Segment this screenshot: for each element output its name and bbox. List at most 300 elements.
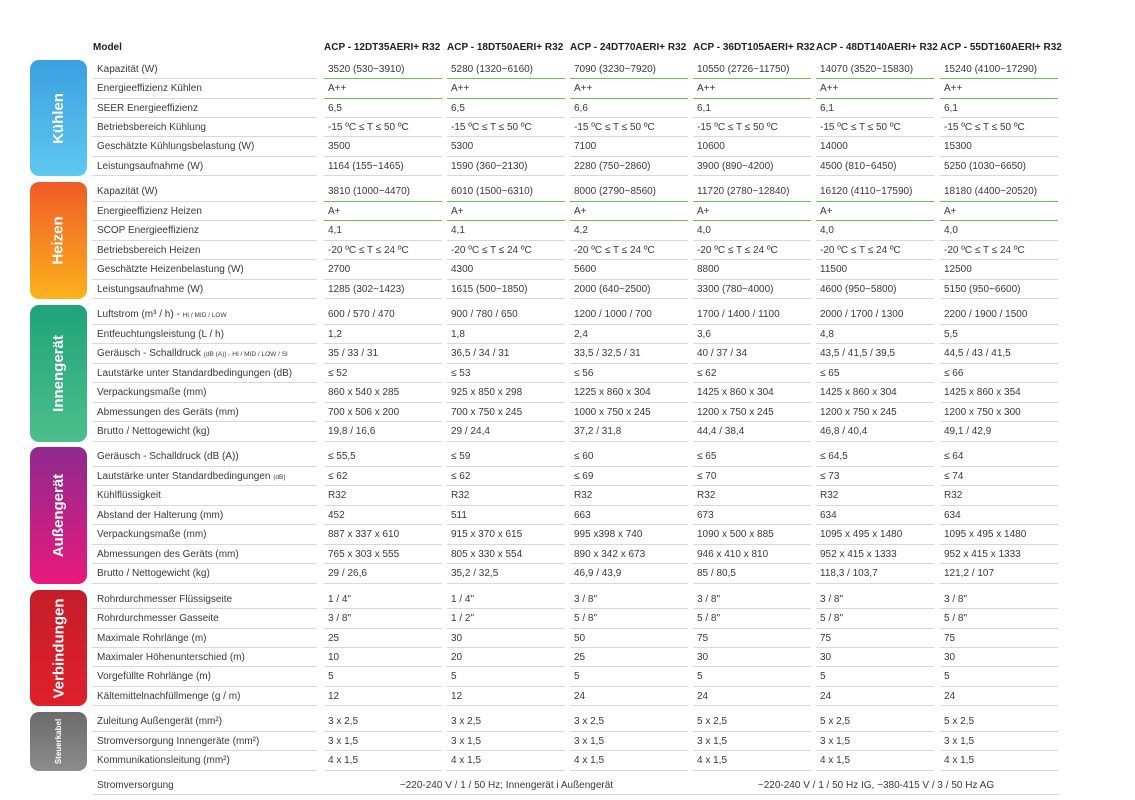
value-cell: 1090 x 500 x 885 <box>697 529 774 541</box>
value-cell: 5 / 8" <box>944 613 968 625</box>
row-label <box>97 486 161 506</box>
value-cell: A+ <box>944 205 957 217</box>
category-badge <box>30 182 87 299</box>
value-cell: ≤ 64,5 <box>820 451 848 462</box>
row-label <box>97 280 203 300</box>
cell-divider <box>570 647 688 648</box>
value-cell: 2000 / 1700 / 1300 <box>820 309 904 320</box>
value-cell: 75 <box>820 632 832 644</box>
row-divider <box>92 794 1059 795</box>
value-cell: 14070 (3520~15830) <box>820 64 914 75</box>
value-cell: R32 <box>820 490 839 502</box>
cell-divider <box>816 647 934 648</box>
row-label-text: Leistungsaufnahme (W) <box>97 283 204 295</box>
value-cell: 4,0 <box>944 225 958 236</box>
value-cell: -15 ºC ≤ T ≤ 50 ºC <box>944 122 1025 133</box>
row-label <box>97 99 198 119</box>
model-column-header: ACP - 12DT35AERI+ R32 <box>324 42 441 53</box>
row-label-text: Lautstärke unter Standardbedingungen (dB) <box>97 367 293 379</box>
row-label-text: SCOP Energieeffizienz <box>97 225 199 236</box>
value-cell: 8000 (2790~8560) <box>574 186 657 197</box>
cell-divider <box>570 628 688 629</box>
value-cell: ≤ 62 <box>451 470 471 482</box>
value-cell: 3 x 1,5 <box>944 735 975 747</box>
value-cell: 36,5 / 34 / 31 <box>451 348 510 360</box>
row-label <box>97 325 224 345</box>
row-label <box>97 545 239 565</box>
value-cell: 5 <box>697 671 703 683</box>
row-divider <box>92 175 317 176</box>
value-cell: 700 x 750 x 245 <box>451 406 523 418</box>
row-label-text: Geräusch - Schalldruck (dB (A)) <box>97 451 239 462</box>
value-cell: 946 x 410 x 810 <box>697 548 769 560</box>
value-cell: 952 x 415 x 1333 <box>820 548 897 560</box>
row-label-text: Kältemittelnachfüllmenge (g / m) <box>97 690 241 702</box>
row-label <box>97 364 292 384</box>
value-cell: 3 / 8" <box>697 594 721 605</box>
value-underline <box>570 201 688 202</box>
row-label <box>97 241 200 261</box>
value-cell: 2,4 <box>574 328 588 340</box>
value-cell: 1425 x 860 x 354 <box>944 387 1021 399</box>
value-cell: 3 / 8" <box>820 594 844 605</box>
value-cell: 15240 (4100~17290) <box>944 64 1038 75</box>
row-label-subtext: (dB) <box>273 473 286 481</box>
value-cell: 4 x 1,5 <box>574 755 605 767</box>
row-divider <box>92 583 317 584</box>
value-cell: 25 <box>574 652 586 663</box>
row-label <box>97 79 202 99</box>
value-cell: 6,5 <box>451 102 465 114</box>
cell-divider <box>693 175 811 176</box>
value-cell: ≤ 62 <box>328 470 348 482</box>
value-cell: 4,1 <box>328 225 342 236</box>
value-cell: 5 / 8" <box>820 613 844 625</box>
cell-divider <box>324 666 442 667</box>
value-cell: 16120 (4110~17590) <box>820 186 913 197</box>
value-cell: 1225 x 860 x 304 <box>574 387 651 399</box>
category-badge <box>30 590 87 706</box>
value-cell: 634 <box>820 509 837 521</box>
value-cell: 452 <box>328 509 345 521</box>
value-cell: 4600 (950~5800) <box>820 283 897 295</box>
value-cell: ≤ 69 <box>574 470 594 482</box>
value-cell: 20 <box>451 652 463 663</box>
row-label-text: Energieeffizienz Kühlen <box>97 83 202 95</box>
value-cell: 35 / 33 / 31 <box>328 348 379 360</box>
value-cell: ≤ 60 <box>574 451 594 462</box>
cell-divider <box>816 583 934 584</box>
row-label-text: Rohrdurchmesser Flüssigseite <box>97 594 233 605</box>
value-cell: 3 x 2,5 <box>451 716 482 727</box>
cell-divider <box>693 298 811 299</box>
value-underline <box>324 201 442 202</box>
row-label-text: Vorgefüllte Rohrlänge (m) <box>97 671 211 683</box>
value-cell: 3 x 1,5 <box>328 735 359 747</box>
value-cell: 118,3 / 103,7 <box>820 568 878 580</box>
value-cell: 1200 x 750 x 300 <box>944 406 1021 418</box>
value-cell: 19,8 / 16,6 <box>328 426 376 438</box>
row-label <box>97 564 210 584</box>
value-cell: 4,0 <box>820 225 834 236</box>
value-cell: 1,2 <box>328 328 342 340</box>
row-label-text: Maximale Rohrlänge (m) <box>97 632 207 644</box>
row-label-text: Kapazität (W) <box>97 64 158 75</box>
value-cell: 890 x 342 x 673 <box>574 548 646 560</box>
row-label <box>97 118 206 138</box>
row-label <box>97 687 240 707</box>
row-label <box>97 403 239 423</box>
value-cell: R32 <box>697 490 716 502</box>
cell-divider <box>940 583 1058 584</box>
value-cell: 6,1 <box>697 102 711 114</box>
cell-divider <box>940 705 1058 706</box>
cell-divider <box>447 705 565 706</box>
cell-divider <box>447 647 565 648</box>
category-label: Verbindungen <box>50 597 68 699</box>
row-divider <box>92 298 317 299</box>
value-cell: R32 <box>451 490 470 502</box>
cell-divider <box>693 647 811 648</box>
value-cell: 4 x 1,5 <box>820 755 851 767</box>
value-cell: 5 x 2,5 <box>944 716 975 727</box>
cell-divider <box>447 686 565 687</box>
value-cell: 4 x 1,5 <box>944 755 975 767</box>
value-cell: 10600 <box>697 141 725 153</box>
value-cell: R32 <box>574 490 593 502</box>
value-cell: ≤ 64 <box>944 451 964 462</box>
value-cell: 49,1 / 42,9 <box>944 426 992 438</box>
category-badge <box>30 712 87 771</box>
row-divider <box>92 441 317 442</box>
value-cell: 5150 (950~6600) <box>944 283 1021 295</box>
value-cell: 995 x398 x 740 <box>574 529 643 541</box>
value-cell: 44,5 / 43 / 41,5 <box>944 348 1011 360</box>
value-cell: -20 ºC ≤ T ≤ 24 ºC <box>820 244 901 256</box>
row-label-text: Abmessungen des Geräts (mm) <box>97 548 239 560</box>
value-cell: -20 ºC ≤ T ≤ 24 ºC <box>944 244 1025 256</box>
value-cell: 29 / 24,4 <box>451 426 490 438</box>
value-cell: 8800 <box>697 264 720 275</box>
value-cell: 915 x 370 x 615 <box>451 529 523 541</box>
row-label <box>97 383 206 403</box>
value-cell: 6,1 <box>820 102 834 114</box>
value-cell: 5 x 2,5 <box>820 716 851 727</box>
value-cell: ≤ 65 <box>820 367 840 379</box>
value-cell: ≤ 53 <box>451 367 471 379</box>
header-model-label: Model <box>93 42 122 53</box>
value-cell: 4 x 1,5 <box>697 755 728 767</box>
value-cell: 3 x 2,5 <box>328 716 359 727</box>
row-label <box>97 506 223 526</box>
row-label <box>97 467 286 487</box>
row-label-text: Lautstärke unter Standardbedingungen <box>97 470 274 482</box>
value-cell: 1 / 4" <box>328 594 352 605</box>
value-cell: 5280 (1320~6160) <box>451 64 534 75</box>
value-cell: 5 <box>574 671 580 683</box>
value-cell: ≤ 59 <box>451 451 471 462</box>
row-label-text: Abstand der Halterung (mm) <box>97 509 224 521</box>
row-label-text: Entfeuchtungsleistung (L / h) <box>97 328 224 340</box>
model-column-header: ACP - 55DT160AERI+ R32 <box>940 42 1062 53</box>
value-cell: 3 / 8" <box>574 594 598 605</box>
cell-divider <box>324 705 442 706</box>
value-cell: 4300 <box>451 264 474 275</box>
value-cell: 50 <box>574 632 586 644</box>
cell-divider <box>693 628 811 629</box>
value-cell: -20 ºC ≤ T ≤ 24 ºC <box>451 244 532 256</box>
value-cell: 3810 (1000~4470) <box>328 186 411 197</box>
value-cell: A+ <box>574 205 587 217</box>
cell-divider <box>324 298 442 299</box>
cell-divider <box>570 666 688 667</box>
row-label <box>97 732 259 752</box>
value-cell: 1095 x 495 x 1480 <box>944 529 1027 541</box>
row-label-text: Betriebsbereich Kühlung <box>97 122 206 133</box>
cell-divider <box>940 441 1058 442</box>
value-cell: 673 <box>697 509 714 521</box>
row-divider <box>92 705 317 706</box>
value-cell: 5 / 8" <box>697 613 721 625</box>
value-cell: 1615 (500~1850) <box>451 283 528 295</box>
cell-divider <box>816 770 934 771</box>
value-cell: 25 <box>328 632 340 644</box>
cell-divider <box>570 441 688 442</box>
value-cell: 1164 (155~1465) <box>328 160 404 172</box>
value-cell: 6,5 <box>328 102 342 114</box>
value-cell: 24 <box>697 690 709 702</box>
value-cell: 1425 x 860 x 304 <box>820 387 897 399</box>
row-label-text: Geschätzte Heizenbelastung (W) <box>97 264 244 275</box>
value-underline <box>940 201 1058 202</box>
value-cell: 1,8 <box>451 328 465 340</box>
value-cell: 14000 <box>820 141 848 153</box>
value-cell: A+ <box>328 205 341 217</box>
row-label <box>97 221 199 241</box>
row-label <box>97 260 244 280</box>
value-cell: 4,1 <box>451 225 465 236</box>
row-label <box>97 137 254 157</box>
value-cell: 3900 (890~4200) <box>697 160 774 172</box>
row-label-text: Energieeffizienz Heizen <box>97 205 202 217</box>
cell-divider <box>570 175 688 176</box>
value-cell: ≤ 55,5 <box>328 451 356 462</box>
value-cell: 860 x 540 x 285 <box>328 387 400 399</box>
value-cell: 121,2 / 107 <box>944 568 995 580</box>
value-cell: 43,5 / 41,5 / 39,5 <box>820 348 896 360</box>
row-label-text: Maximaler Höhenunterschied (m) <box>97 652 245 663</box>
category-label: Steuerkabel <box>53 718 63 765</box>
value-cell: 3 / 8" <box>944 594 968 605</box>
row-label <box>97 157 203 177</box>
power-supply-value-left: ~220-240 V / 1 / 50 Hz; Innengerät i Außengerät <box>399 780 614 791</box>
category-label: Außengerät <box>50 473 67 558</box>
category-label: Kühlen <box>50 92 67 144</box>
cell-divider <box>816 705 934 706</box>
value-cell: R32 <box>328 490 347 502</box>
value-cell: 700 x 506 x 200 <box>328 406 400 418</box>
value-cell: A++ <box>944 83 963 95</box>
value-cell: 5,5 <box>944 328 958 340</box>
value-cell: 6,6 <box>574 102 588 114</box>
value-cell: ≤ 52 <box>328 367 348 379</box>
cell-divider <box>324 686 442 687</box>
row-label <box>97 712 222 732</box>
value-cell: -15 ºC ≤ T ≤ 50 ºC <box>697 122 778 133</box>
power-supply-label: Stromversorgung <box>97 780 174 791</box>
cell-divider <box>693 686 811 687</box>
category-label: Heizen <box>49 216 67 265</box>
cell-divider <box>940 647 1058 648</box>
cell-divider <box>940 686 1058 687</box>
value-cell: 1700 / 1400 / 1100 <box>697 309 780 320</box>
row-label-text: Stromversorgung Innengeräte (mm²) <box>97 735 260 747</box>
value-cell: ≤ 62 <box>697 367 717 379</box>
value-cell: 29 / 26,6 <box>328 568 367 580</box>
cell-divider <box>693 770 811 771</box>
row-label <box>97 447 239 467</box>
value-cell: 12 <box>451 690 463 702</box>
value-cell: 952 x 415 x 1333 <box>944 548 1021 560</box>
value-cell: -20 ºC ≤ T ≤ 24 ºC <box>574 244 655 256</box>
value-cell: 46,8 / 40,4 <box>820 426 868 438</box>
value-cell: 18180 (4400~20520) <box>944 186 1038 197</box>
cell-divider <box>447 298 565 299</box>
value-underline <box>816 201 934 202</box>
value-cell: 5 <box>820 671 826 683</box>
value-cell: ≤ 66 <box>944 367 964 379</box>
value-cell: 2700 <box>328 264 351 275</box>
value-cell: -15 ºC ≤ T ≤ 50 ºC <box>574 122 655 133</box>
value-cell: 4,2 <box>574 225 588 236</box>
value-cell: -20 ºC ≤ T ≤ 24 ºC <box>697 244 778 256</box>
row-label <box>97 422 210 442</box>
value-cell: 3 x 1,5 <box>820 735 851 747</box>
cell-divider <box>693 441 811 442</box>
cell-divider <box>940 628 1058 629</box>
value-cell: -15 ºC ≤ T ≤ 50 ºC <box>820 122 901 133</box>
row-label <box>97 667 211 687</box>
value-cell: A++ <box>820 83 839 95</box>
value-cell: 663 <box>574 509 591 521</box>
value-cell: 1 / 4" <box>451 594 475 605</box>
value-cell: 3 / 8" <box>328 613 352 625</box>
value-cell: 75 <box>944 632 956 644</box>
value-cell: 2280 (750~2860) <box>574 160 651 172</box>
row-label <box>97 60 158 80</box>
category-label: Innengerät <box>50 335 67 412</box>
value-cell: 6,1 <box>944 102 958 114</box>
value-cell: 2000 (640~2500) <box>574 283 651 295</box>
row-label-text: Luftstrom (m³ / h) - <box>97 309 183 320</box>
value-cell: 5 <box>328 671 334 683</box>
value-cell: 3,6 <box>697 328 711 340</box>
cell-divider <box>570 686 688 687</box>
value-cell: 900 / 780 / 650 <box>451 309 518 320</box>
cell-divider <box>816 686 934 687</box>
value-cell: 11720 (2780~12840) <box>697 186 790 197</box>
value-cell: A+ <box>451 205 464 217</box>
category-badge <box>30 447 87 584</box>
cell-divider <box>570 705 688 706</box>
row-label-text: Kapazität (W) <box>97 186 158 197</box>
row-label-text: Zuleitung Außengerät (mm²) <box>97 716 223 727</box>
cell-divider <box>447 441 565 442</box>
row-label-subtext: HI / MID / LOW <box>182 312 227 319</box>
cell-divider <box>447 583 565 584</box>
value-cell: 887 x 337 x 610 <box>328 529 400 541</box>
value-cell: 3 x 1,5 <box>451 735 482 747</box>
cell-divider <box>570 770 688 771</box>
value-cell: 4,8 <box>820 328 834 340</box>
cell-divider <box>693 666 811 667</box>
value-cell: R32 <box>944 490 963 502</box>
value-cell: 4,0 <box>697 225 711 236</box>
value-cell: 24 <box>820 690 832 702</box>
cell-divider <box>324 441 442 442</box>
value-cell: 75 <box>697 632 709 644</box>
row-label-text: Kühlflüssigkeit <box>97 490 161 502</box>
value-cell: ≤ 73 <box>820 470 840 482</box>
cell-divider <box>324 647 442 648</box>
value-cell: 3500 <box>328 141 351 153</box>
value-cell: 5 <box>944 671 950 683</box>
row-label <box>97 751 230 771</box>
cell-divider <box>693 705 811 706</box>
row-label-text: Verpackungsmaße (mm) <box>97 387 207 399</box>
value-cell: 24 <box>574 690 586 702</box>
value-cell: 11500 <box>820 264 848 275</box>
value-cell: 30 <box>697 652 709 663</box>
value-cell: A++ <box>451 83 470 95</box>
value-cell: 24 <box>944 690 956 702</box>
row-label-text: Rohrdurchmesser Gasseite <box>97 613 219 625</box>
row-label-subtext: (dB (A)) - HI / MID / LOW / SI <box>203 351 288 359</box>
value-cell: 6010 (1500~6310) <box>451 186 534 197</box>
value-cell: -15 ºC ≤ T ≤ 50 ºC <box>451 122 532 133</box>
row-label-text: Kommunikationsleitung (mm²) <box>97 755 230 767</box>
row-label <box>97 305 227 325</box>
value-cell: 5 / 8" <box>574 613 598 625</box>
value-cell: 7100 <box>574 141 597 153</box>
row-label-text: Brutto / Nettogewicht (kg) <box>97 568 210 580</box>
value-cell: 1200 / 1000 / 700 <box>574 309 652 320</box>
cell-divider <box>940 770 1058 771</box>
cell-divider <box>816 175 934 176</box>
model-column-header: ACP - 36DT105AERI+ R32 <box>693 42 815 53</box>
value-cell: 3 x 1,5 <box>574 735 605 747</box>
value-cell: A++ <box>574 83 593 95</box>
value-cell: 1095 x 495 x 1480 <box>820 529 903 541</box>
value-cell: 5300 <box>451 141 474 153</box>
cell-divider <box>940 666 1058 667</box>
cell-divider <box>447 628 565 629</box>
cell-divider <box>570 583 688 584</box>
value-cell: 10550 (2726~11750) <box>697 64 790 75</box>
value-cell: 1285 (302~1423) <box>328 283 405 295</box>
row-label-text: SEER Energieeffizienz <box>97 102 198 114</box>
cell-divider <box>816 298 934 299</box>
value-cell: 30 <box>944 652 956 663</box>
row-label <box>97 525 206 545</box>
value-cell: 37,2 / 31,8 <box>574 426 622 438</box>
value-cell: -20 ºC ≤ T ≤ 24 ºC <box>328 244 409 256</box>
cell-divider <box>447 666 565 667</box>
value-cell: 634 <box>944 509 961 521</box>
value-cell: 7090 (3230~7920) <box>574 64 657 75</box>
value-cell: 3520 (530~3910) <box>328 64 405 75</box>
value-cell: 30 <box>451 632 463 644</box>
